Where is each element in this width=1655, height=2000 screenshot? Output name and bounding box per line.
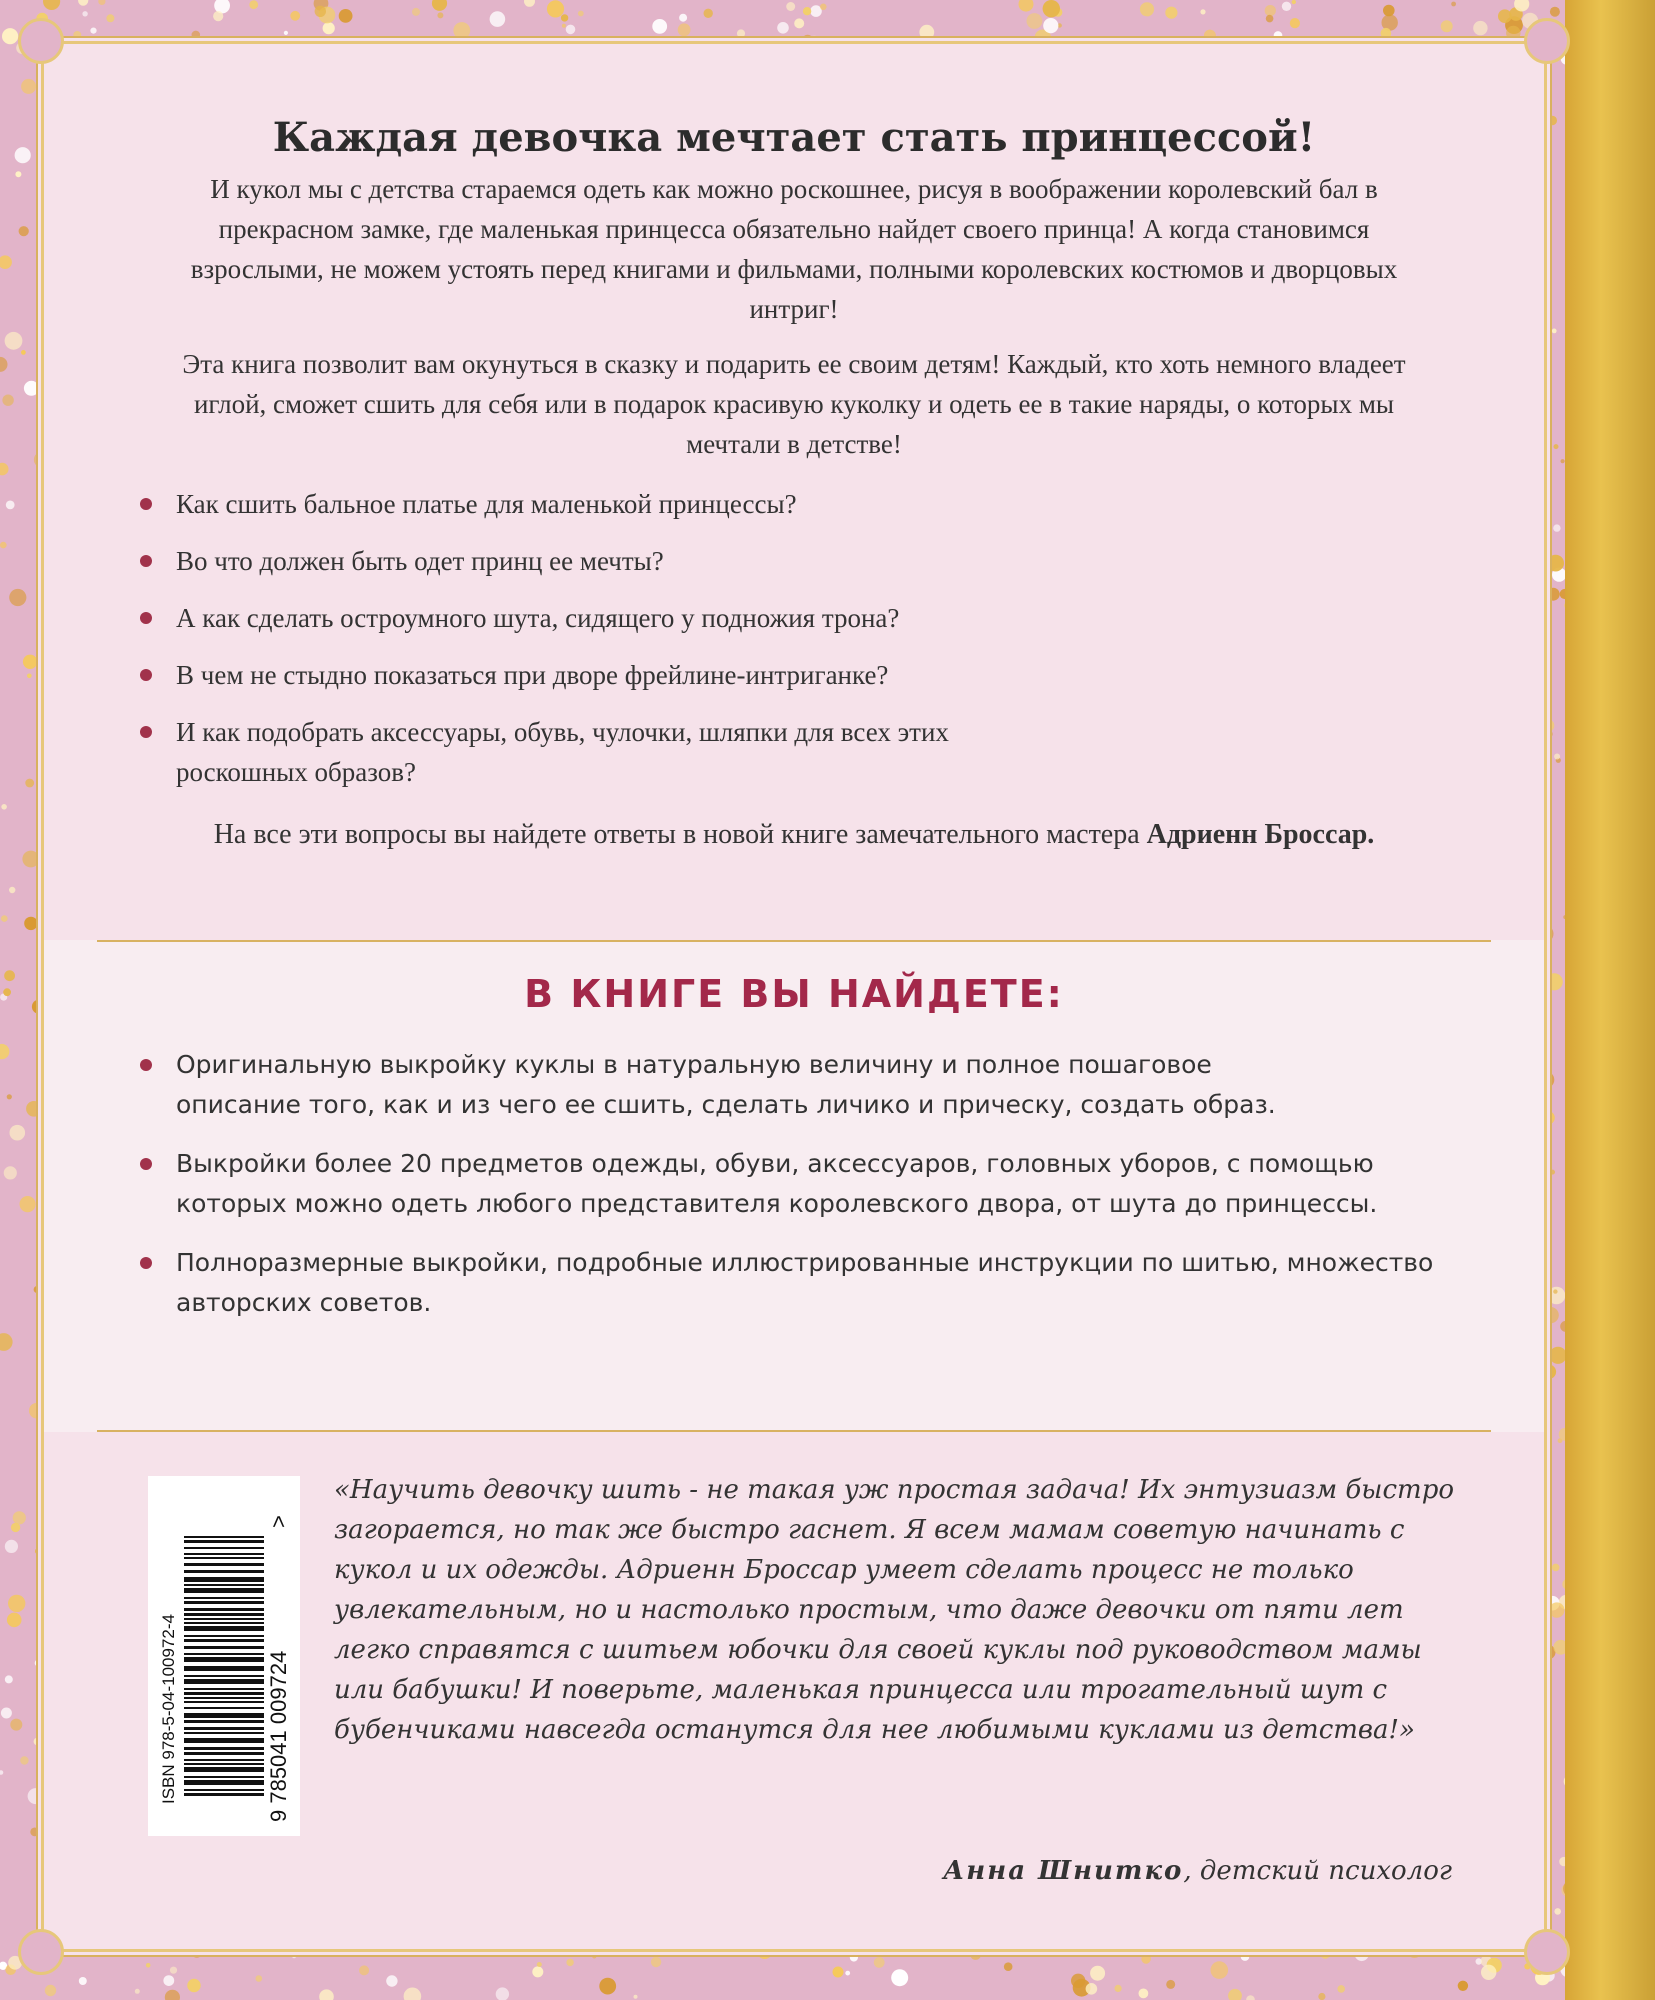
confetti-dot xyxy=(1140,2,1154,16)
question-text: И как подобрать аксессуары, обувь, чулочки, шляпки для всех этих роскошных образов? xyxy=(176,717,949,787)
confetti-dot xyxy=(1,804,7,810)
confetti-dot xyxy=(359,1965,369,1975)
questions-list xyxy=(134,484,1434,809)
barcode-bar xyxy=(184,1720,264,1723)
confetti-dot xyxy=(432,0,447,11)
list-item xyxy=(134,712,1434,792)
confetti-dot xyxy=(7,1613,22,1628)
confetti-dot xyxy=(833,1967,844,1978)
barcode-bar xyxy=(184,1588,264,1593)
confetti-dot xyxy=(1552,1564,1560,1572)
barcode-bar xyxy=(184,1738,264,1743)
confetti-dot xyxy=(1292,0,1296,4)
confetti-dot xyxy=(490,11,506,27)
confetti-dot xyxy=(524,0,535,7)
confetti-dot xyxy=(634,1995,638,1999)
confetti-dot xyxy=(1473,21,1487,35)
confetti-dot xyxy=(0,463,9,476)
frame-corner xyxy=(1524,1929,1570,1975)
confetti-dot xyxy=(1027,13,1043,29)
confetti-dot xyxy=(1241,1952,1250,1961)
confetti-dot xyxy=(1318,1993,1325,2000)
confetti-dot xyxy=(704,9,713,18)
confetti-dot xyxy=(339,9,353,23)
confetti-dot xyxy=(566,25,576,35)
barcode-bar xyxy=(184,1547,264,1549)
confetti-dot xyxy=(25,779,34,788)
barcode-arrow: > xyxy=(266,1515,291,1528)
confetti-dot xyxy=(1554,1908,1561,1915)
bullet-dot-icon xyxy=(140,612,152,624)
confetti-dot xyxy=(23,655,37,669)
confetti-dot xyxy=(7,1094,12,1099)
confetti-dot xyxy=(9,887,15,893)
confetti-dot xyxy=(9,589,26,606)
barcode-bar xyxy=(184,1679,264,1684)
confetti-dot xyxy=(82,11,87,16)
confetti-dot xyxy=(1550,7,1560,17)
barcode-bar xyxy=(184,1635,264,1637)
confetti-dot xyxy=(11,1523,20,1532)
feature-text: Выкройки более 20 предметов одежды, обуви, аксессуаров, головных уборов, с помощью которых можно одеть любого представителя королевского двора, от шута до принцессы. xyxy=(176,1149,1378,1218)
barcode-bar xyxy=(184,1780,264,1785)
barcode-bar xyxy=(184,1701,264,1703)
confetti-dot xyxy=(9,1125,25,1141)
confetti-dot xyxy=(0,1333,13,1351)
confetti-dot xyxy=(43,0,60,10)
confetti-dot xyxy=(453,22,470,39)
intro-paragraph: Эта книга позволит вам окунуться в сказку и подарить ее своим детям! Каждый, кто хоть немного владеет иглой, сможет сшить для себя или в подарок красивую куколку и одеть ее в такие наряды, о которых мы мечтали в детстве! xyxy=(182,349,1406,459)
confetti-dot xyxy=(1200,9,1205,14)
bullet-dot-icon xyxy=(140,555,152,567)
confetti-dot xyxy=(1019,0,1034,12)
divider xyxy=(97,1430,1491,1432)
confetti-dot xyxy=(165,1990,180,2000)
isbn-label: ISBN 978-5-04-100972-4 xyxy=(159,1614,178,1804)
confetti-dot xyxy=(1290,18,1300,28)
confetti-dot xyxy=(292,1954,296,1958)
confetti-dot xyxy=(2,395,13,406)
confetti-dot xyxy=(146,1963,151,1968)
question-text: В чем не стыдно показаться при дворе фрейлине-интриганке? xyxy=(176,660,889,690)
confetti-dot xyxy=(919,25,934,40)
list-item xyxy=(134,484,1434,524)
confetti-dot xyxy=(1043,0,1060,17)
confetti-dot xyxy=(5,1675,13,1683)
confetti-dot xyxy=(5,332,23,350)
confetti-dot xyxy=(970,1949,981,1960)
barcode-bar xyxy=(184,1727,264,1730)
confetti-dot xyxy=(737,29,745,37)
barcode-bars xyxy=(184,1536,264,1796)
confetti-dot xyxy=(0,1770,3,1775)
barcode-bar xyxy=(184,1697,264,1699)
intro-heading: Каждая девочка мечтает стать принцессой! xyxy=(272,114,1316,161)
confetti-dot xyxy=(29,1403,45,1419)
confetti-dot xyxy=(1,915,8,922)
confetti-dot xyxy=(1211,1961,1229,1979)
confetti-dot xyxy=(874,1957,885,1968)
barcode-bar xyxy=(184,1666,264,1671)
confetti-dot xyxy=(187,1979,200,1992)
frame-corner xyxy=(1524,18,1570,64)
confetti-dot xyxy=(1282,2,1291,11)
confetti-dot xyxy=(1,1708,12,1719)
confetti-dot xyxy=(1549,1602,1564,1617)
confetti-dot xyxy=(1554,754,1560,760)
confetti-dot xyxy=(8,1595,25,1612)
barcode-bar xyxy=(184,1570,264,1573)
list-item xyxy=(134,1243,1454,1323)
confetti-dot xyxy=(78,0,88,6)
confetti-dot xyxy=(3,988,11,996)
confetti-dot xyxy=(777,22,789,34)
barcode-bar xyxy=(184,1767,264,1772)
confetti-dot xyxy=(290,11,300,21)
bullet-dot-icon xyxy=(140,669,152,681)
list-item xyxy=(134,1045,1454,1125)
barcode-bar xyxy=(184,1763,264,1765)
confetti-dot xyxy=(15,147,31,163)
confetti-dot xyxy=(35,1660,42,1667)
confetti-dot xyxy=(6,501,15,510)
frame-corner xyxy=(18,1929,64,1975)
confetti-dot xyxy=(1090,1966,1105,1981)
bullet-dot-icon xyxy=(140,1158,152,1170)
barcode-bar xyxy=(184,1692,264,1695)
confetti-dot xyxy=(1004,1962,1013,1971)
confetti-dot xyxy=(578,11,584,17)
confetti-dot xyxy=(27,674,32,679)
confetti-dot xyxy=(891,1969,908,1986)
confetti-dot xyxy=(1552,329,1557,334)
confetti-dot xyxy=(106,14,114,22)
confetti-dot xyxy=(4,970,15,981)
confetti-dot xyxy=(1550,1170,1555,1175)
confetti-dot xyxy=(1481,1965,1496,1980)
frame-corner xyxy=(18,18,64,64)
confetti-dot xyxy=(1320,1948,1331,1959)
barcode-digits: 9 785041 009724 xyxy=(266,1650,291,1822)
barcode-bar xyxy=(184,1747,264,1750)
divider xyxy=(97,940,1491,942)
confetti-dot xyxy=(803,7,811,15)
confetti-dot xyxy=(1355,1947,1369,1961)
confetti-dot xyxy=(1266,15,1274,23)
confetti-dot xyxy=(794,18,804,28)
confetti-dot xyxy=(1228,1989,1242,2000)
confetti-dot xyxy=(652,19,667,34)
barcode-bar xyxy=(184,1608,264,1611)
quote-author: Анна Шнитко xyxy=(943,1856,1184,1886)
confetti-dot xyxy=(1546,973,1563,990)
confetti-dot xyxy=(4,1166,17,1179)
confetti-dot xyxy=(319,1989,334,2000)
confetti-dot xyxy=(20,1196,36,1212)
confetti-dot xyxy=(1553,524,1560,531)
confetti-dot xyxy=(1246,1995,1255,2000)
list-item xyxy=(134,541,1434,581)
bullet-dot-icon xyxy=(140,1059,152,1071)
closing-text xyxy=(164,814,1424,856)
confetti-dot xyxy=(24,381,39,396)
confetti-dot xyxy=(21,79,36,94)
barcode-bar xyxy=(184,1776,264,1778)
confetti-dot xyxy=(10,1719,22,1731)
confetti-dot xyxy=(249,0,258,9)
barcode-bar xyxy=(184,1618,264,1620)
confetti-dot xyxy=(566,1959,573,1966)
confetti-dot xyxy=(15,171,21,177)
question-text: Во что должен быть одет принц ее мечты? xyxy=(176,546,664,576)
confetti-dot xyxy=(1451,2,1456,7)
confetti-dot xyxy=(315,6,326,17)
confetti-dot xyxy=(1441,20,1453,32)
quote-author-role: детский психолог xyxy=(1199,1856,1452,1886)
barcode-bar xyxy=(184,1732,264,1734)
confetti-dot xyxy=(1547,588,1560,601)
confetti-dot xyxy=(1333,1952,1337,1956)
confetti-dot xyxy=(213,11,223,21)
barcode-bar xyxy=(184,1752,264,1755)
confetti-dot xyxy=(21,350,26,355)
confetti-dot xyxy=(0,1044,9,1059)
confetti-dot xyxy=(435,1948,441,1954)
confetti-dot xyxy=(73,31,81,39)
confetti-dot xyxy=(163,1975,174,1986)
question-text: Как сшить бальное платье для маленькой принцессы? xyxy=(176,489,797,519)
barcode-bar xyxy=(184,1793,264,1796)
confetti-dot xyxy=(651,1957,661,1967)
confetti-dot xyxy=(1544,730,1553,739)
confetti-dot xyxy=(255,1975,262,1982)
confetti-dot xyxy=(1548,1287,1566,1305)
confetti-dot xyxy=(1458,1981,1468,1991)
bullet-dot-icon xyxy=(140,726,152,738)
book-contents-section xyxy=(44,940,1544,1432)
feature-text: Оригинальную выкройку куклы в натуральную величину и полное пошаговое описание того, как и из чего ее сшить, сделать личико и прическу, создать образ. xyxy=(176,1050,1276,1119)
confetti-dot xyxy=(786,2,795,11)
confetti-dot xyxy=(1498,9,1512,23)
list-item xyxy=(134,1144,1454,1224)
barcode-bar xyxy=(184,1639,264,1642)
confetti-dot xyxy=(30,1828,39,1837)
barcode-bar xyxy=(184,1626,264,1631)
confetti-dot xyxy=(1381,28,1392,39)
section-heading: В КНИГЕ ВЫ НАЙДЕТЕ: xyxy=(524,972,1064,1016)
barcode-bar xyxy=(184,1759,264,1761)
confetti-dot xyxy=(678,23,691,36)
barcode-bar xyxy=(184,1613,264,1616)
confetti-dot xyxy=(13,1511,26,1524)
confetti-dot xyxy=(496,1987,509,2000)
confetti-dot xyxy=(5,1540,18,1553)
quote-attribution xyxy=(943,1856,1452,1886)
barcode-icon xyxy=(148,1476,300,1836)
confetti-dot xyxy=(845,1971,850,1976)
confetti-dot xyxy=(1043,18,1058,33)
bullet-dot-icon xyxy=(140,1257,152,1269)
confetti-dot xyxy=(1165,7,1177,19)
confetti-dot xyxy=(19,226,29,236)
feature-text: Полноразмерные выкройки, подробные иллюстрированные инструкции по шитью, множество авторских советов. xyxy=(176,1248,1434,1317)
barcode-bar xyxy=(184,1675,264,1677)
confetti-dot xyxy=(22,851,39,868)
confetti-dot xyxy=(1547,555,1564,572)
features-list xyxy=(134,1045,1454,1342)
barcode-bar xyxy=(184,1557,264,1559)
confetti-dot xyxy=(34,1286,41,1293)
quote-text: «Научить девочку шить - не такая уж простая задача! Их энтузиазм быстро загорается, но так же быстро гаснет. Я всем мамам советую начинать с кукол и их одежды. Адриенн Броссар умеет сделать процесс не только увлекательным, но и настолько простым, что даже девочки от пяти лет легко справятся с шитьем юбочки для своей куклы под руководством мамы или бабушки! И поверьте, маленькая принцесса или трогательный шут с бубенчиками навсегда останутся для нее любимыми куклами из детства!» xyxy=(334,1475,1454,1745)
confetti-dot xyxy=(35,1548,41,1554)
confetti-dot xyxy=(412,8,420,16)
confetti-dot xyxy=(850,1953,858,1961)
barcode-bar xyxy=(184,1707,264,1709)
back-cover-panel xyxy=(44,44,1544,1949)
barcode-bar xyxy=(184,1789,264,1791)
bullet-dot-icon xyxy=(140,498,152,510)
confetti-dot xyxy=(170,1967,177,1974)
confetti-dot xyxy=(1166,1980,1175,1989)
confetti-dot xyxy=(1383,5,1395,17)
barcode-bar xyxy=(184,1597,264,1599)
confetti-dot xyxy=(2,28,18,44)
confetti-dot xyxy=(1086,1983,1098,1995)
confetti-dot xyxy=(20,1756,28,1764)
barcode-bar xyxy=(184,1657,264,1662)
barcode-bar xyxy=(184,1713,264,1718)
confetti-dot xyxy=(437,12,443,18)
confetti-dot xyxy=(1543,1307,1559,1323)
confetti-dot xyxy=(1274,31,1283,40)
confetti-dot xyxy=(1553,1289,1557,1293)
confetti-dot xyxy=(24,917,37,930)
confetti-dot xyxy=(90,28,96,34)
confetti-dot xyxy=(28,1788,44,1804)
confetti-dot xyxy=(820,4,827,11)
confetti-dot xyxy=(1506,26,1520,40)
confetti-dot xyxy=(532,1966,543,1977)
barcode-bar xyxy=(184,1563,264,1566)
question-text: А как сделать остроумного шута, сидящего у подножия трона? xyxy=(176,603,900,633)
confetti-dot xyxy=(192,31,201,40)
author-name: Адриенн Броссар. xyxy=(1146,819,1375,850)
barcode-bar xyxy=(184,1688,264,1690)
gold-glitter-strip xyxy=(1565,0,1655,2000)
confetti-dot xyxy=(284,31,288,35)
confetti-dot xyxy=(386,1975,397,1986)
confetti-dot xyxy=(1548,116,1557,125)
confetti-dot xyxy=(0,357,8,372)
confetti-dot xyxy=(79,1977,87,1985)
confetti-dot xyxy=(404,1988,422,2000)
barcode-bar xyxy=(184,1653,264,1655)
barcode-bar xyxy=(184,1553,264,1555)
confetti-dot xyxy=(679,14,687,22)
barcode-bar xyxy=(184,1601,264,1604)
list-item xyxy=(134,655,1434,695)
list-item xyxy=(134,598,1434,638)
confetti-dot xyxy=(561,14,568,21)
confetti-dot xyxy=(1139,1989,1149,1999)
confetti-dot xyxy=(1265,5,1276,16)
confetti-dot xyxy=(135,1989,140,1994)
confetti-dot xyxy=(45,1985,56,1996)
isbn-barcode xyxy=(148,1476,300,1836)
confetti-dot xyxy=(599,1978,616,1995)
barcode-bar xyxy=(184,1622,264,1624)
confetti-dot xyxy=(1554,444,1559,449)
confetti-dot xyxy=(323,22,335,34)
confetti-dot xyxy=(26,1101,42,1117)
confetti-dot xyxy=(1141,1954,1151,1964)
confetti-dot xyxy=(547,0,564,17)
confetti-dot xyxy=(0,542,7,549)
closing-sentence: На все эти вопросы вы найдете ответы в новой книге замечательного мастера xyxy=(213,819,1147,850)
attribution-separator: , xyxy=(1183,1856,1200,1886)
confetti-dot xyxy=(98,0,105,5)
confetti-dot xyxy=(1204,30,1216,42)
confetti-dot xyxy=(562,24,566,28)
barcode-bar xyxy=(184,1536,264,1538)
intro-paragraph: И кукол мы с детства стараемся одеть как можно роскошнее, рисуя в воображении королевский бал в прекрасном замке, где маленькая принцесса обязательно найдет своего принца! А когда становимся взрослыми, не можем устоять перед книгами и фильмами, полными королевских костюмов и дворцовых интриг! xyxy=(190,174,1398,324)
confetti-dot xyxy=(592,1954,596,1958)
barcode-bar xyxy=(184,1577,264,1582)
confetti-dot xyxy=(537,1962,542,1967)
barcode-bar xyxy=(184,1584,264,1586)
confetti-dot xyxy=(1337,1985,1345,1993)
barcode-bar xyxy=(184,1540,264,1543)
barcode-bar xyxy=(184,1646,264,1649)
confetti-dot xyxy=(0,255,12,269)
confetti-dot xyxy=(1115,1985,1122,1992)
